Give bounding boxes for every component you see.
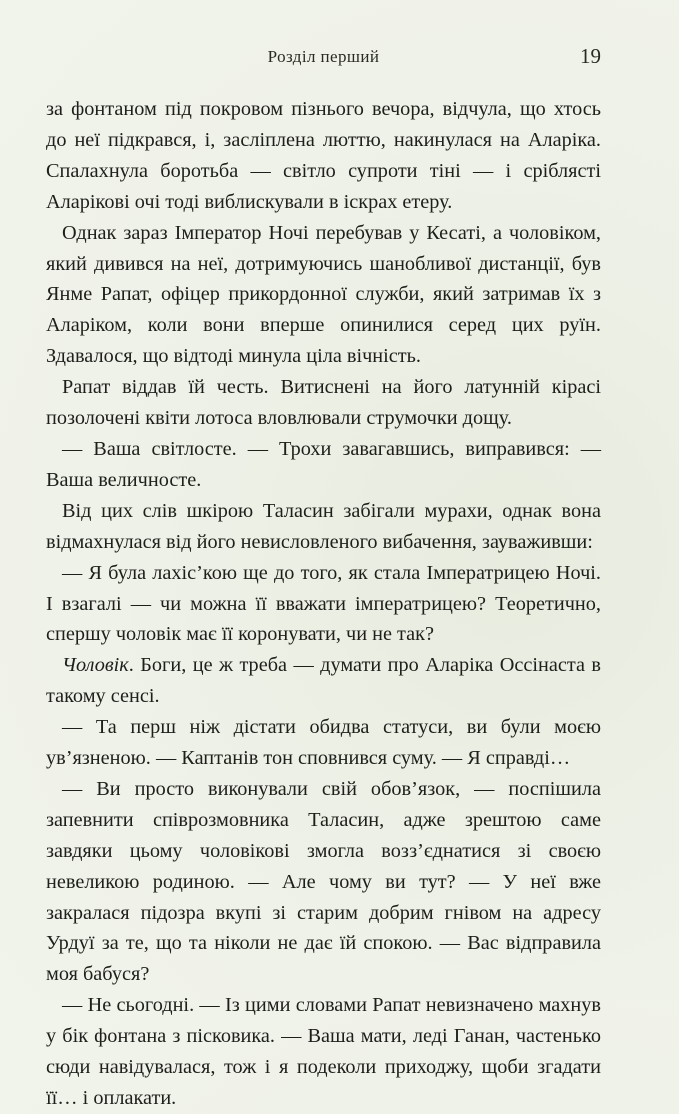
paragraph: — Я була лахіс’кою ще до того, як стала Імператрицею Ночі. І взагалі — чи можна її вважати імператрицею? Теоретично, спершу чоловік має її коронувати, чи не так? — [46, 561, 601, 646]
paragraph: — Ви просто виконували свій обов’язок, — поспішила запевнити співрозмовника Таласин, адже зрештою саме завдяки цьому чоловікові змогла возз’єднатися зі своєю невеликою родиною. — Але чому ви тут? — У неї вже закралася підозра вкупі зі старим добрим гнівом на адресу Урдуї за те, що та ніколи не дає їй спокою. — Вас відправила моя бабуся? — [46, 777, 601, 986]
running-head: Розділ перший — [267, 47, 380, 66]
paragraph: — Не сьогодні. — Із цими словами Рапат невизначено махнув у бік фонтана з пісковика. — Ваша мати, леді Ганан, частенько сюди навідувалася, тож і я подеколи приходжу, щоби згадати її… і оплакати. — [46, 994, 601, 1109]
paragraph: Рапат віддав їй честь. Витиснені на його латунній кірасі позолочені квіти лотоса вловлювали струмочки дощу. — [46, 376, 601, 430]
paragraph: — Ваша світлосте. — Трохи завагавшись, виправився: — Ваша величносте. — [46, 437, 601, 491]
body-text — [46, 94, 601, 1114]
page-number: 19 — [580, 44, 601, 68]
page-header — [46, 44, 601, 74]
paragraph: Однак зараз Імператор Ночі перебував у Кесаті, а чоловіком, який дивився на неї, дотримуючись шанобливої дистанції, був Янме Рапат, офіцер прикордонної служби, який затримав їх з Аларіком, коли вони вперше опинилися серед цих руїн. Здавалося, що відтоді минула ціла вічність. — [46, 221, 601, 368]
paragraph: Від цих слів шкірою Таласин забігали мурахи, однак вона відмахнулася від його невисловленого вибачення, зауваживши: — [46, 499, 601, 553]
paragraph: Чоловік. Боги, це ж треба — думати про Аларіка Оссінаста в такому сенсі. — [46, 654, 601, 708]
paragraph: за фонтаном під покровом пізнього вечора, відчула, що хтось до неї підкрався, і, засліплена люттю, накинулася на Аларіка. Спалахнула боротьба — світло супроти тіні — і сріблясті Аларікові очі тоді виблискували в іскрах етеру. — [46, 98, 601, 213]
paragraph: — Та перш ніж дістати обидва статуси, ви були моєю ув’язненою. — Каптанів тон сповнився суму. — Я справді… — [46, 716, 601, 770]
emphasis: Чоловік — [62, 654, 129, 677]
